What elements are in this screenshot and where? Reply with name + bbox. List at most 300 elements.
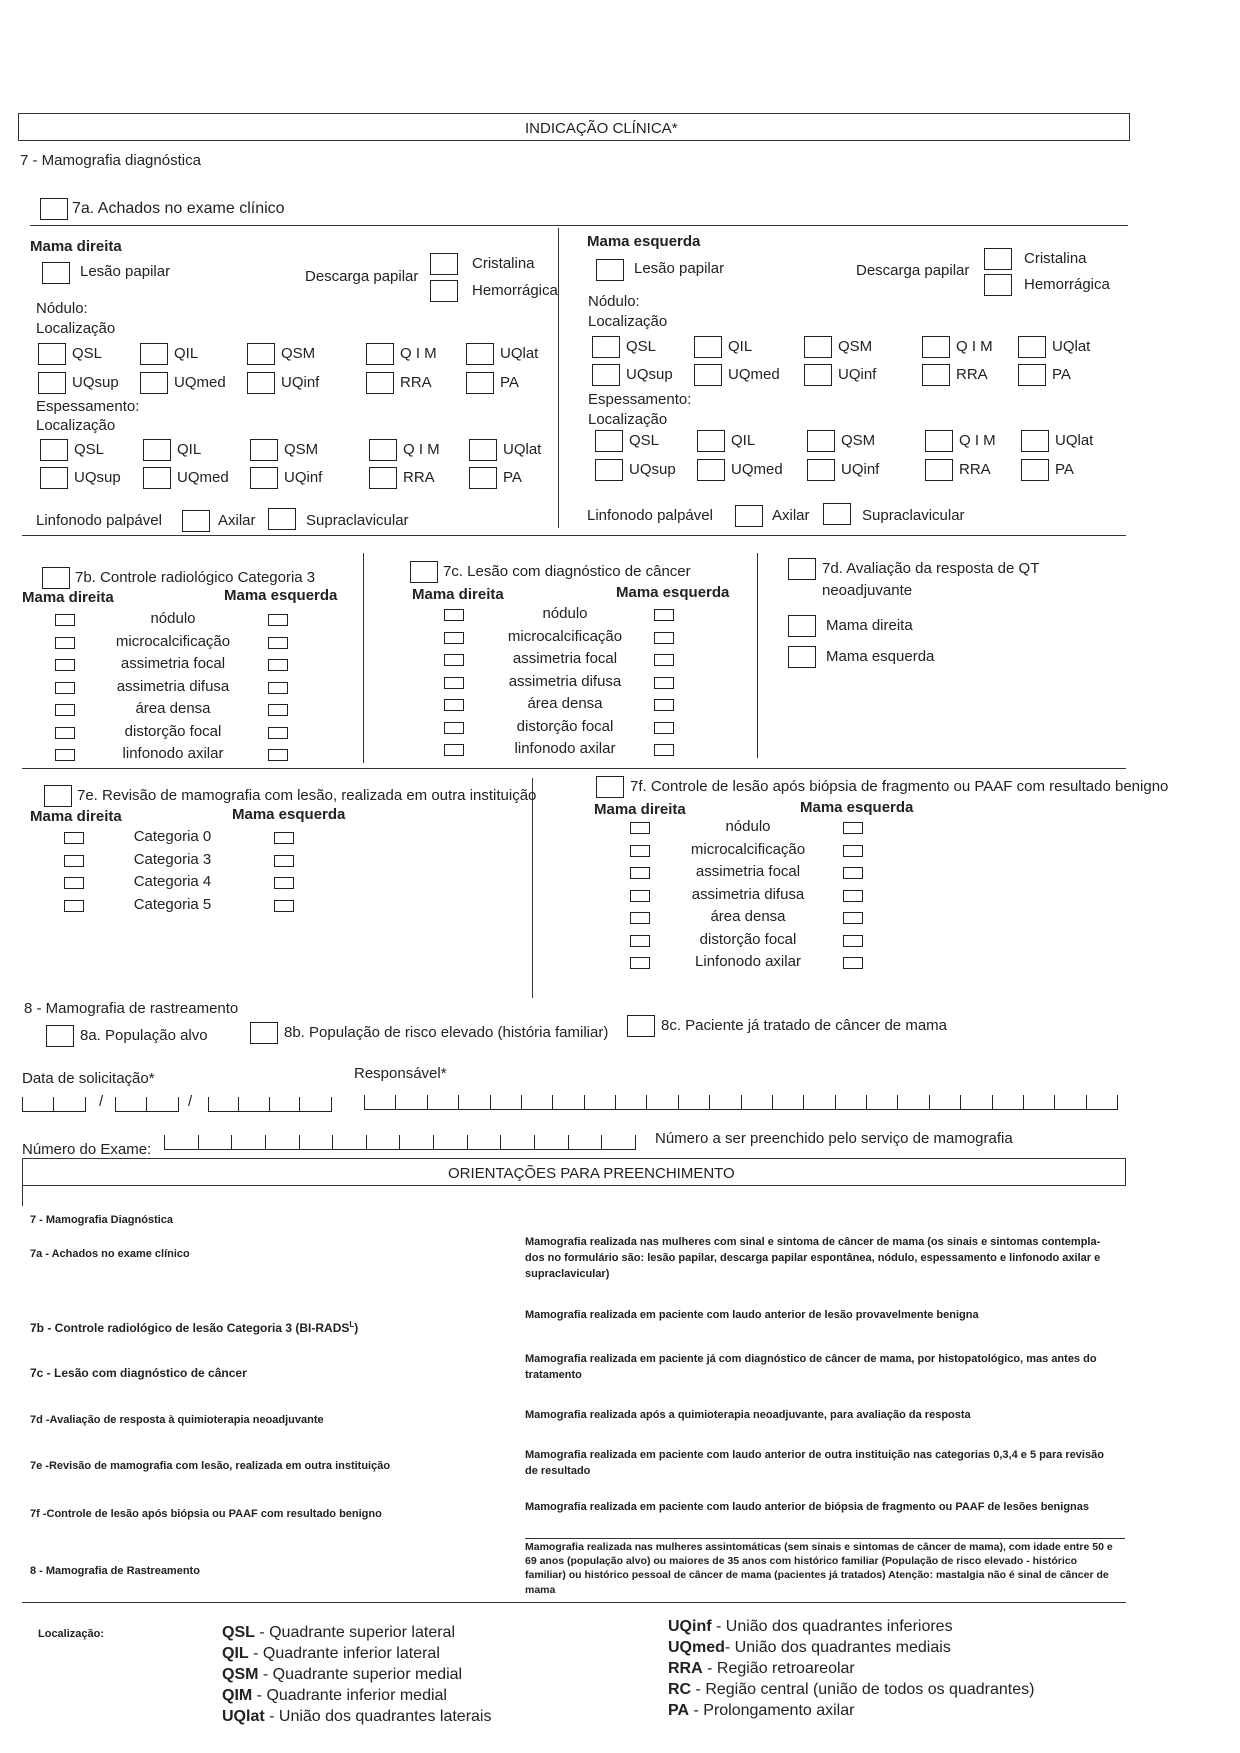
list-7f-checkbox-esquerda-0[interactable]	[843, 822, 863, 834]
list-7c-checkbox-esquerda-1[interactable]	[654, 632, 674, 644]
list-7e-checkbox-direita-3[interactable]	[64, 900, 84, 912]
resp-field-cell-18	[929, 1095, 960, 1109]
label-8c: 8c. Paciente já tratado de câncer de mama	[661, 1017, 947, 1034]
list-7b-checkbox-direita-0[interactable]	[55, 614, 75, 626]
label-lesao-papilar-direita: Lesão papilar	[80, 263, 171, 280]
orientacoes-left-stub	[22, 1186, 23, 1206]
section-8-title: 8 - Mamografia de rastreamento	[24, 1000, 239, 1017]
label-cristalina-esquerda: Cristalina	[1024, 250, 1087, 267]
label-responsavel: Responsável*	[354, 1065, 447, 1082]
list-7c-checkbox-direita-3[interactable]	[444, 677, 464, 689]
label-loc-esp-esq-r2-0: UQsup	[629, 461, 676, 478]
checkbox-7b[interactable]	[42, 567, 70, 589]
label-loc-esp-dir-r1-3: Q I M	[403, 441, 440, 458]
label-loc-nod-dir-r2-4: PA	[500, 374, 519, 391]
label-loc-esp-dir-r1-0: QSL	[74, 441, 105, 458]
section-7-title: 7 - Mamografia diagnóstica	[20, 152, 201, 169]
list-7c-checkbox-esquerda-2[interactable]	[654, 654, 674, 666]
list-7e-checkbox-direita-1[interactable]	[64, 855, 84, 867]
list-7c-item-6: linfonodo axilar	[514, 740, 616, 757]
guide-desc-7f: Mamografia realizada em paciente com laudo anterior de biópsia de fragmento ou PAAF de lesões benignas	[525, 1501, 1089, 1513]
label-data-solicitacao: Data de solicitação*	[22, 1070, 155, 1087]
date-slash-1: /	[99, 1093, 104, 1110]
7f-mama-direita: Mama direita	[594, 801, 686, 818]
checkbox-7e[interactable]	[44, 785, 72, 807]
label-loc-nod-esq-r1-4: UQlat	[1052, 338, 1091, 355]
date-slash-2: /	[188, 1093, 193, 1110]
guide-desc-7a: Mamografia realizada nas mulheres com sinal e sintoma de câncer de mama (os sinais e sintomas contempla-dos no formulário são: lesão papilar, descarga papilar espontânea, nódulo, espessamento e linfonodo axilar e supraclavicular)	[525, 1236, 1101, 1280]
guide-desc-7d: Mamografia realizada após a quimioterapia neoadjuvante, para avaliação da resposta	[525, 1409, 971, 1421]
guide-term-7a: 7a - Achados no exame clínico	[30, 1248, 190, 1260]
exam-field-cell-8	[433, 1135, 467, 1149]
list-7f-item-6: Linfonodo axilar	[695, 953, 801, 970]
checkbox-loc-esp-dir-r2-4[interactable]	[469, 467, 497, 489]
7b-mama-esquerda: Mama esquerda	[224, 587, 338, 604]
label-loc-nod-esq-r2-0: UQsup	[626, 366, 673, 383]
legend-right-row-3	[668, 1681, 1034, 1699]
responsavel-field[interactable]	[364, 1093, 1118, 1110]
label-numero-exame-note: Número a ser preenchido pelo serviço de mamografia	[655, 1130, 1013, 1147]
label-7d-line2: neoadjuvante	[822, 582, 913, 599]
list-7f-checkbox-direita-5[interactable]	[630, 935, 650, 947]
checkbox-loc-nod-dir-r1-2[interactable]	[247, 343, 275, 365]
label-loc-esp-dir-r2-0: UQsup	[74, 469, 121, 486]
list-7c-item-1: microcalcificação	[507, 627, 623, 645]
resp-field-cell-15	[835, 1095, 866, 1109]
date-month-field[interactable]	[115, 1095, 179, 1112]
label-7d-line1: 7d. Avaliação da resposta de QT	[822, 560, 1040, 577]
checkbox-loc-esp-dir-r1-2[interactable]	[250, 439, 278, 461]
list-7f-checkbox-direita-4[interactable]	[630, 912, 650, 924]
checkbox-loc-nod-dir-r1-0[interactable]	[38, 343, 66, 365]
legend-left-code-2: QSM	[222, 1666, 259, 1683]
resp-field-cell-14	[803, 1095, 834, 1109]
label-linfonodo-direita: Linfonodo palpável	[36, 512, 162, 529]
checkbox-loc-esp-esq-r2-2[interactable]	[807, 459, 835, 481]
label-loc-esp-esq-r2-2: UQinf	[841, 461, 880, 478]
list-7f-checkbox-esquerda-6[interactable]	[843, 957, 863, 969]
guide-desc-7c: Mamografia realizada em paciente já com diagnóstico de câncer de mama, por histopatológico, mas antes do tratamento	[525, 1353, 1097, 1381]
resp-field-cell-1	[395, 1095, 426, 1109]
list-7b-item-5: distorção focal	[124, 722, 222, 740]
legend-left-row-0	[222, 1624, 455, 1642]
checkbox-loc-nod-esq-r2-0[interactable]	[592, 364, 620, 386]
checkbox-loc-nod-dir-r2-4[interactable]	[466, 372, 494, 394]
checkbox-axilar-direita[interactable]	[182, 510, 210, 532]
exam-field-cell-4	[299, 1135, 333, 1149]
exam-field-cell-12	[568, 1135, 602, 1149]
resp-field-cell-5	[521, 1095, 552, 1109]
checkbox-cristalina-direita[interactable]	[430, 253, 458, 275]
legend-left-row-3	[222, 1687, 447, 1705]
guide-term-7b	[30, 1320, 358, 1335]
legend-left-code-4: UQlat	[222, 1708, 265, 1725]
list-7c-checkbox-direita-5[interactable]	[444, 722, 464, 734]
resp-field-cell-7	[584, 1095, 615, 1109]
list-7f-checkbox-direita-6[interactable]	[630, 957, 650, 969]
label-loc-nod-dir-r1-2: QSM	[281, 345, 316, 362]
list-7c-checkbox-direita-4[interactable]	[444, 699, 464, 711]
label-loc-nod-esq-r2-4: PA	[1052, 366, 1071, 383]
label-supra-esquerda: Supraclavicular	[862, 507, 965, 524]
list-7f-checkbox-esquerda-5[interactable]	[843, 935, 863, 947]
list-7c-checkbox-direita-0[interactable]	[444, 609, 464, 621]
list-7f-item-1: microcalcificação	[690, 840, 806, 858]
7f-mama-esquerda: Mama esquerda	[800, 799, 914, 816]
checkbox-7d-mama-esquerda[interactable]	[788, 646, 816, 668]
checkbox-7f[interactable]	[596, 776, 624, 798]
label-numero-exame: Número do Exame:	[22, 1141, 152, 1158]
list-7c-checkbox-direita-1[interactable]	[444, 632, 464, 644]
orientacoes-title: ORIENTAÇÕES PARA PREENCHIMENTO	[448, 1165, 735, 1182]
list-7f-checkbox-esquerda-1[interactable]	[843, 845, 863, 857]
checkbox-axilar-esquerda[interactable]	[735, 505, 763, 527]
label-localizacao2-direita: Localização	[36, 417, 116, 434]
date-day-field[interactable]	[22, 1095, 86, 1112]
checkbox-hemorragica-direita[interactable]	[430, 280, 458, 302]
resp-field-cell-0	[364, 1095, 395, 1109]
list-7f-checkbox-direita-0[interactable]	[630, 822, 650, 834]
label-loc-nod-esq-r2-2: UQinf	[838, 366, 877, 383]
checkbox-supra-esquerda[interactable]	[823, 503, 851, 525]
checkbox-loc-nod-esq-r2-4[interactable]	[1018, 364, 1046, 386]
resp-field-cell-23	[1086, 1095, 1117, 1109]
list-7e-item-2: Categoria 4	[133, 873, 212, 890]
list-7e-checkbox-esquerda-1[interactable]	[274, 855, 294, 867]
checkbox-loc-esp-esq-r2-3[interactable]	[925, 459, 953, 481]
checkbox-loc-esp-esq-r2-1[interactable]	[697, 459, 725, 481]
checkbox-loc-nod-esq-r2-3[interactable]	[922, 364, 950, 386]
label-loc-esp-esq-r1-2: QSM	[841, 432, 876, 449]
list-7f-item-4: área densa	[710, 908, 786, 925]
list-7c-checkbox-esquerda-5[interactable]	[654, 722, 674, 734]
guide-desc-8: Mamografia realizada nas mulheres assintomáticas (sem sinais e sintomas de câncer de mama), com idade entre 50 e 69 anos (população alvo) ou maiores de 35 anos com histórico familiar (População de risco elevado - histórico familiar) ou histórico pessoal de câncer de mama (pacientes já tratados) Atenção: mastalgia não é sinal de câncer de mama	[525, 1541, 1113, 1596]
list-7c-checkbox-esquerda-0[interactable]	[654, 609, 674, 621]
label-loc-esp-esq-r2-4: PA	[1055, 461, 1074, 478]
list-7b-checkbox-direita-4[interactable]	[55, 704, 75, 716]
label-loc-nod-esq-r1-1: QIL	[728, 338, 753, 355]
legend-right-row-0	[668, 1618, 953, 1636]
label-loc-nod-esq-r2-3: RRA	[956, 366, 988, 383]
label-loc-esp-dir-r2-3: RRA	[403, 469, 435, 486]
checkbox-loc-nod-esq-r2-1[interactable]	[694, 364, 722, 386]
divider-guide-8-bottom	[22, 1602, 1126, 1603]
list-7c-item-0: nódulo	[542, 605, 588, 622]
list-7b-checkbox-esquerda-5[interactable]	[268, 727, 288, 739]
checkbox-loc-nod-dir-r2-1[interactable]	[140, 372, 168, 394]
resp-field-cell-20	[992, 1095, 1023, 1109]
checkbox-loc-esp-esq-r2-0[interactable]	[595, 459, 623, 481]
checkbox-loc-esp-esq-r1-4[interactable]	[1021, 430, 1049, 452]
checkbox-loc-esp-dir-r1-3[interactable]	[369, 439, 397, 461]
exam-field-cell-1	[198, 1135, 232, 1149]
list-7b-checkbox-direita-5[interactable]	[55, 727, 75, 739]
list-7b-checkbox-esquerda-3[interactable]	[268, 682, 288, 694]
list-7c-checkbox-direita-6[interactable]	[444, 744, 464, 756]
list-7e-checkbox-esquerda-0[interactable]	[274, 832, 294, 844]
checkbox-lesao-papilar-esquerda[interactable]	[596, 259, 624, 281]
label-hemorragica-direita: Hemorrágica	[472, 282, 558, 299]
label-7b: 7b. Controle radiológico Categoria 3	[75, 569, 316, 586]
divider-7c-bottom	[22, 768, 1126, 769]
legend-left-row-2	[222, 1666, 462, 1684]
list-7c-checkbox-esquerda-6[interactable]	[654, 744, 674, 756]
guide-term-7f: 7f -Controle de lesão após biópsia ou PAAF com resultado benigno	[30, 1508, 382, 1520]
list-7e-checkbox-direita-0[interactable]	[64, 832, 84, 844]
legend-right-row-4	[668, 1702, 854, 1720]
checkbox-7a[interactable]	[40, 198, 68, 220]
label-loc-nod-esq-r2-1: UQmed	[728, 366, 780, 383]
7c-mama-esquerda: Mama esquerda	[616, 584, 730, 601]
guide-desc-7b: Mamografia realizada em paciente com laudo anterior de lesão provavelmente benigna	[525, 1309, 979, 1321]
divider-guide-8-top	[525, 1538, 1125, 1539]
list-7f-checkbox-esquerda-2[interactable]	[843, 867, 863, 879]
checkbox-7c[interactable]	[410, 561, 438, 583]
guide-term-7c: 7c - Lesão com diagnóstico de câncer	[30, 1366, 247, 1380]
exam-field-cell-end	[635, 1135, 636, 1149]
legend-left-desc-0: - Quadrante superior lateral	[254, 1624, 455, 1641]
checkbox-loc-nod-dir-r2-0[interactable]	[38, 372, 66, 394]
label-localizacao-esquerda: Localização	[588, 313, 668, 330]
label-loc-esp-dir-r2-1: UQmed	[177, 469, 229, 486]
checkbox-loc-esp-dir-r2-2[interactable]	[250, 467, 278, 489]
label-espessamento-esquerda: Espessamento:	[588, 391, 692, 408]
label-loc-esp-dir-r1-1: QIL	[177, 441, 202, 458]
checkbox-loc-nod-esq-r1-4[interactable]	[1018, 336, 1046, 358]
checkbox-8c[interactable]	[627, 1015, 655, 1037]
resp-field-cell-end	[1117, 1095, 1118, 1109]
label-7d-mama-esquerda: Mama esquerda	[826, 648, 935, 665]
legend-left-code-3: QIM	[222, 1687, 253, 1704]
label-7f: 7f. Controle de lesão após biópsia de fragmento ou PAAF com resultado benigno	[630, 778, 1169, 795]
label-loc-esp-dir-r1-2: QSM	[284, 441, 319, 458]
legend-right-desc-0: - União dos quadrantes inferiores	[711, 1618, 953, 1635]
resp-field-cell-8	[615, 1095, 646, 1109]
resp-field-cell-6	[552, 1095, 583, 1109]
7c-mama-direita: Mama direita	[412, 586, 504, 603]
label-nodulo-direita: Nódulo:	[36, 300, 88, 317]
label-loc-esp-esq-r1-0: QSL	[629, 432, 660, 449]
legend-left-desc-3: - Quadrante inferior medial	[252, 1687, 447, 1704]
orientacoes-heading: 7 - Mamografia Diagnóstica	[30, 1214, 174, 1226]
7e-mama-esquerda: Mama esquerda	[232, 806, 346, 823]
checkbox-loc-esp-esq-r1-0[interactable]	[595, 430, 623, 452]
exam-field-cell-3	[265, 1135, 299, 1149]
checkbox-loc-esp-esq-r1-2[interactable]	[807, 430, 835, 452]
resp-field-cell-13	[772, 1095, 803, 1109]
label-espessamento-direita: Espessamento:	[36, 398, 140, 415]
label-loc-esp-esq-r1-4: UQlat	[1055, 432, 1094, 449]
checkbox-loc-nod-esq-r1-1[interactable]	[694, 336, 722, 358]
label-loc-esp-dir-r1-4: UQlat	[503, 441, 542, 458]
birads-close: )	[354, 1321, 359, 1335]
label-linfonodo-esquerda: Linfonodo palpável	[587, 507, 713, 524]
list-7f-item-5: distorção focal	[699, 930, 797, 948]
date-year-field[interactable]	[208, 1095, 332, 1112]
checkbox-loc-esp-dir-r2-1[interactable]	[143, 467, 171, 489]
numero-exame-field[interactable]	[164, 1133, 636, 1150]
checkbox-loc-esp-dir-r1-0[interactable]	[40, 439, 68, 461]
list-7b-checkbox-direita-2[interactable]	[55, 659, 75, 671]
exam-field-cell-0	[164, 1135, 198, 1149]
list-7c-item-2: assimetria focal	[512, 650, 618, 667]
divider-7e-7f	[532, 778, 533, 998]
list-7b-item-1: microcalcificação	[115, 632, 231, 650]
birads-sup: L	[349, 1320, 355, 1329]
checkbox-7d[interactable]	[788, 558, 816, 580]
legend-right-code-3: RC	[668, 1681, 692, 1698]
guide-term-8: 8 - Mamografia de Rastreamento	[30, 1565, 200, 1577]
legend-left-desc-4: - União dos quadrantes laterais	[264, 1708, 492, 1725]
label-loc-nod-dir-r2-3: RRA	[400, 374, 432, 391]
label-supra-direita: Supraclavicular	[306, 512, 409, 529]
label-7a: 7a. Achados no exame clínico	[72, 200, 285, 217]
label-loc-esp-dir-r2-4: PA	[503, 469, 522, 486]
checkbox-8b[interactable]	[250, 1022, 278, 1044]
checkbox-loc-nod-dir-r1-1[interactable]	[140, 343, 168, 365]
divider-7a-vertical	[558, 228, 559, 528]
checkbox-cristalina-esquerda[interactable]	[984, 248, 1012, 270]
legend-right-code-4: PA	[668, 1702, 690, 1719]
checkbox-loc-nod-esq-r2-2[interactable]	[804, 364, 832, 386]
7b-mama-direita: Mama direita	[22, 589, 114, 606]
label-loc-esp-esq-r1-3: Q I M	[959, 432, 996, 449]
label-loc-esp-esq-r2-3: RRA	[959, 461, 991, 478]
guide-term-7b-text: 7b - Controle radiológico de lesão Categoria 3 (BI-RADS	[30, 1321, 350, 1335]
list-7b-checkbox-direita-3[interactable]	[55, 682, 75, 694]
list-7e-item-3: Categoria 5	[133, 895, 212, 913]
checkbox-loc-esp-dir-r2-0[interactable]	[40, 467, 68, 489]
legend-right-desc-2: - Região retroareolar	[702, 1660, 855, 1677]
checkbox-loc-esp-dir-r1-4[interactable]	[469, 439, 497, 461]
divider-7a	[30, 225, 1128, 226]
resp-field-cell-19	[960, 1095, 991, 1109]
checkbox-loc-esp-esq-r1-3[interactable]	[925, 430, 953, 452]
guide-term-7d: 7d -Avaliação de resposta à quimioterapia neoadjuvante	[30, 1414, 324, 1426]
list-7e-checkbox-esquerda-2[interactable]	[274, 877, 294, 889]
checkbox-supra-direita[interactable]	[268, 508, 296, 530]
label-localizacao2-esquerda: Localização	[588, 411, 668, 428]
resp-field-cell-3	[458, 1095, 489, 1109]
checkbox-loc-esp-esq-r1-1[interactable]	[697, 430, 725, 452]
checkbox-loc-esp-dir-r2-3[interactable]	[369, 467, 397, 489]
resp-field-cell-12	[741, 1095, 772, 1109]
checkbox-8a[interactable]	[46, 1025, 74, 1047]
checkbox-7d-mama-direita[interactable]	[788, 615, 816, 637]
label-hemorragica-esquerda: Hemorrágica	[1024, 276, 1110, 293]
resp-field-cell-16	[866, 1095, 897, 1109]
list-7b-item-4: área densa	[135, 700, 211, 717]
resp-field-cell-11	[709, 1095, 740, 1109]
list-7e-checkbox-esquerda-3[interactable]	[274, 900, 294, 912]
list-7b-checkbox-esquerda-1[interactable]	[268, 637, 288, 649]
guide-term-7e: 7e -Revisão de mamografia com lesão, realizada em outra instituição	[30, 1460, 391, 1472]
list-7b-checkbox-direita-6[interactable]	[55, 749, 75, 761]
legend-left-code-0: QSL	[222, 1624, 255, 1641]
legend-right-code-2: RRA	[668, 1660, 703, 1677]
list-7b-checkbox-direita-1[interactable]	[55, 637, 75, 649]
label-8b: 8b. População de risco elevado (história familiar)	[284, 1024, 609, 1041]
checkbox-loc-nod-esq-r1-2[interactable]	[804, 336, 832, 358]
exam-field-cell-9	[467, 1135, 501, 1149]
label-7e: 7e. Revisão de mamografia com lesão, realizada em outra instituição	[77, 787, 537, 804]
list-7c-item-5: distorção focal	[516, 717, 614, 735]
list-7b-item-0: nódulo	[150, 610, 196, 627]
header-title: INDICAÇÃO CLÍNICA*	[525, 120, 678, 137]
label-descarga-papilar-esquerda: Descarga papilar	[856, 262, 970, 279]
checkbox-loc-nod-dir-r2-3[interactable]	[366, 372, 394, 394]
legend-right-desc-3: - Região central (união de todos os quadrantes)	[691, 1681, 1035, 1698]
label-localizacao-direita: Localização	[36, 320, 116, 337]
exam-field-cell-6	[366, 1135, 400, 1149]
checkbox-loc-esp-dir-r1-1[interactable]	[143, 439, 171, 461]
legend-right-row-1	[668, 1639, 951, 1657]
list-7f-checkbox-esquerda-3[interactable]	[843, 890, 863, 902]
label-loc-nod-dir-r1-4: UQlat	[500, 345, 539, 362]
resp-field-cell-22	[1054, 1095, 1085, 1109]
checkbox-loc-nod-dir-r2-2[interactable]	[247, 372, 275, 394]
divider-7c-7d	[757, 553, 758, 758]
legend-right-row-2	[668, 1660, 855, 1678]
list-7f-checkbox-esquerda-4[interactable]	[843, 912, 863, 924]
legend-left-desc-1: - Quadrante inferior lateral	[248, 1645, 440, 1662]
label-loc-nod-dir-r2-1: UQmed	[174, 374, 226, 391]
list-7f-checkbox-direita-1[interactable]	[630, 845, 650, 857]
list-7e-checkbox-direita-2[interactable]	[64, 877, 84, 889]
list-7f-item-0: nódulo	[725, 818, 771, 835]
label-loc-nod-esq-r1-3: Q I M	[956, 338, 993, 355]
label-loc-esp-esq-r2-1: UQmed	[731, 461, 783, 478]
list-7b-checkbox-esquerda-0[interactable]	[268, 614, 288, 626]
checkbox-loc-nod-dir-r1-3[interactable]	[366, 343, 394, 365]
list-7f-checkbox-direita-2[interactable]	[630, 867, 650, 879]
checkbox-loc-nod-esq-r1-0[interactable]	[592, 336, 620, 358]
legend-right-code-0: UQinf	[668, 1618, 712, 1635]
label-loc-nod-esq-r1-2: QSM	[838, 338, 873, 355]
checkbox-hemorragica-esquerda[interactable]	[984, 274, 1012, 296]
label-loc-esp-esq-r1-1: QIL	[731, 432, 756, 449]
checkbox-loc-esp-esq-r2-4[interactable]	[1021, 459, 1049, 481]
legend-left-row-1	[222, 1645, 440, 1663]
list-7c-checkbox-direita-2[interactable]	[444, 654, 464, 666]
list-7c-checkbox-esquerda-3[interactable]	[654, 677, 674, 689]
exam-field-cell-5	[332, 1135, 366, 1149]
checkbox-lesao-papilar-direita[interactable]	[42, 262, 70, 284]
list-7b-checkbox-esquerda-2[interactable]	[268, 659, 288, 671]
list-7f-checkbox-direita-3[interactable]	[630, 890, 650, 902]
list-7f-item-3: assimetria difusa	[691, 885, 805, 903]
legend-right-desc-1: - União dos quadrantes mediais	[724, 1639, 951, 1656]
list-7b-checkbox-esquerda-4[interactable]	[268, 704, 288, 716]
divider-7b-7c	[363, 553, 364, 763]
exam-field-cell-10	[500, 1135, 534, 1149]
list-7e-item-0: Categoria 0	[133, 828, 212, 845]
exam-field-cell-7	[399, 1135, 433, 1149]
label-descarga-papilar-direita: Descarga papilar	[305, 268, 419, 285]
list-7c-checkbox-esquerda-4[interactable]	[654, 699, 674, 711]
list-7b-item-6: linfonodo axilar	[122, 745, 224, 762]
label-loc-nod-dir-r2-0: UQsup	[72, 374, 119, 391]
list-7b-checkbox-esquerda-6[interactable]	[268, 749, 288, 761]
resp-field-cell-21	[1023, 1095, 1054, 1109]
label-cristalina-direita: Cristalina	[472, 255, 535, 272]
list-7f-item-2: assimetria focal	[695, 863, 801, 880]
checkbox-loc-nod-dir-r1-4[interactable]	[466, 343, 494, 365]
label-loc-nod-dir-r1-3: Q I M	[400, 345, 437, 362]
checkbox-loc-nod-esq-r1-3[interactable]	[922, 336, 950, 358]
resp-field-cell-9	[646, 1095, 677, 1109]
label-loc-nod-dir-r2-2: UQinf	[281, 374, 320, 391]
